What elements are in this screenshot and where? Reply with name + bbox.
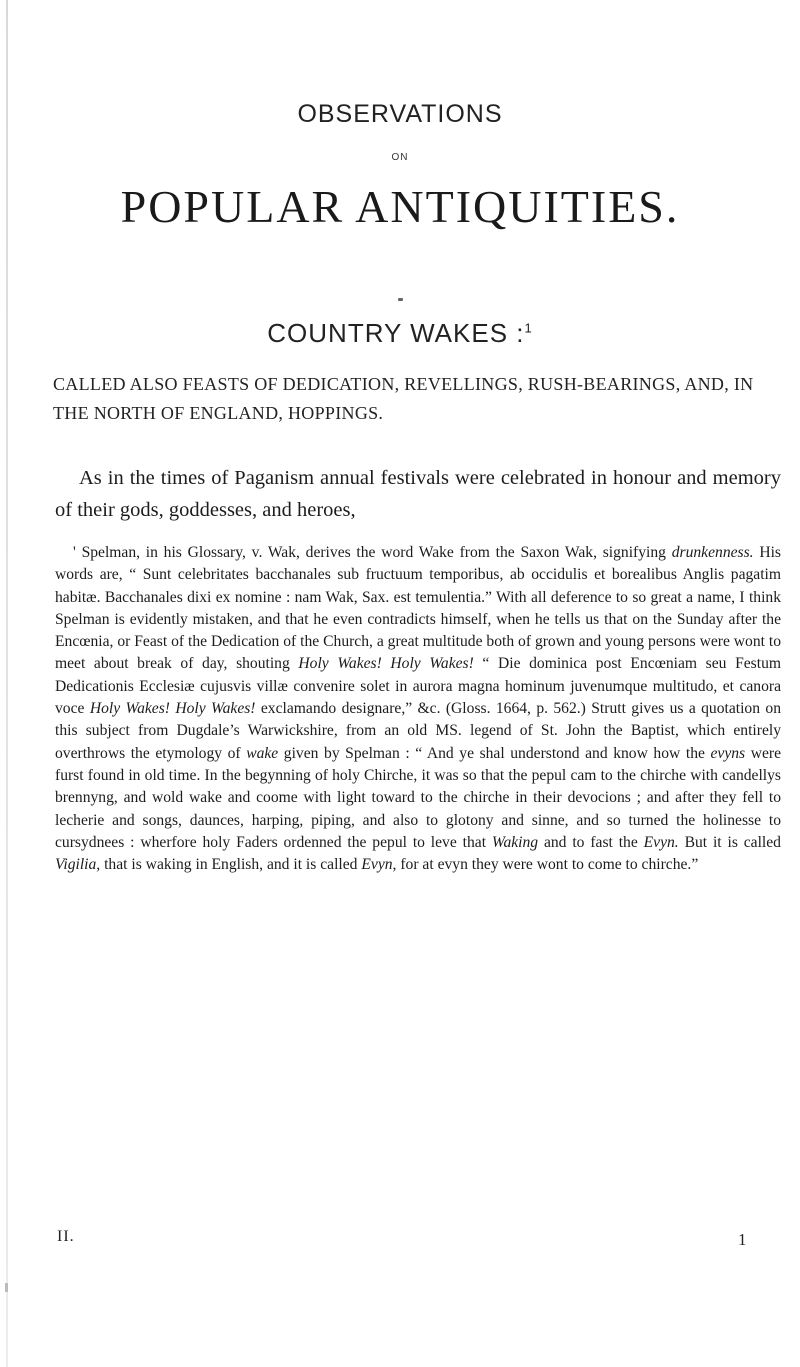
footnote-italic: Holy Wakes! Holy Wakes!	[89, 700, 256, 718]
section-title-text: COUNTRY WAKES :	[267, 318, 525, 348]
footnote-italic: wake	[246, 744, 279, 762]
footnote-text: and to fast the	[538, 833, 644, 851]
footnote-italic: evyns	[710, 744, 746, 762]
footnote-marker: '	[73, 544, 76, 561]
footnote-text: for at evyn they were wont to come to chirche.”	[396, 856, 699, 874]
footnote-text: exclamando designare,” &c. (Gloss. 1664, p. 562.) Strutt gives us a quotation on this subject from Dugdale’s Warwickshire, from an old MS. legend of St. John the Baptist, which entirely overthrows the etymology of	[55, 700, 781, 762]
title-popular-antiquities: POPULAR ANTIQUITIES.	[120, 181, 680, 232]
footnote-text: were furst found in old time. In the begynning of holy Chirche, it was so that the pepul cam to the chirche with candellys brennyng, and wold wake and coome with light toward to the chirche in their devocions ; and after they fell to lecherie and songs, daunces, harping, piping, and also to glotony and sinne, and so turned the holinesse to cursydnees : wherfore holy Faders ordenned the pepul to leve that	[55, 744, 781, 851]
footnote-text: that is waking in English, and it is called	[100, 856, 362, 874]
title-on: ON	[391, 152, 409, 163]
ornament-dot	[398, 298, 403, 301]
signature-mark: II.	[57, 1228, 75, 1245]
footnote-italic: drunkenness.	[671, 544, 754, 561]
body-paragraph: As in the times of Paganism annual festivals were celebrated in honour and memory of their gods, goddesses, and heroes,	[55, 467, 781, 521]
footnote-italic: Evyn,	[361, 856, 397, 874]
page-edge-mark	[5, 1283, 8, 1292]
footnote-text: given by Spelman : “ And ye shal understond and know how the	[278, 744, 711, 762]
footnote-ref: 1	[524, 320, 533, 336]
footnote-text: His words are, “ Sunt celebritates bacchanales sub fructuum temporibus, ab occidulis et borealibus Anglis pagatim habitæ. Bacchanales dixi ex nomine : nam Wak, Sax. est temulentia.” With all deference to so great a name, I think Spelman is evidently mistaken, and that he even contradicts himself, when he tells us that on the Sunday after the Encœnia, or Feast of the Dedication of the Church, a great multitude both of grown and young persons were wont to meet about break of day, shouting	[55, 544, 781, 673]
title-observations: OBSERVATIONS	[297, 100, 503, 128]
page-number: 1	[738, 1230, 747, 1249]
section-subtitle: CALLED ALSO FEASTS OF DEDICATION, REVELLINGS, RUSH-BEARINGS, AND, IN THE NORTH OF ENGLAND, HOPPINGS.	[53, 374, 754, 423]
footnote-italic: Holy Wakes! Holy Wakes!	[298, 655, 474, 673]
footnote	[55, 542, 781, 876]
section-title	[0, 318, 800, 349]
footnote-text: “ Die dominica post Encœniam seu Festum Dedicationis Ecclesiæ cujusvis villæ convenire solet in aurora magna hominum juvenumque multitudo, et canora voce	[55, 655, 781, 718]
footnote-text: But it is called	[678, 833, 781, 851]
footnote-text: Spelman, in his Glossary, v. Wak, derives the word Wake from the Saxon Wak, signifying	[81, 544, 672, 561]
footnote-italic: Evyn.	[643, 833, 679, 851]
footnote-italic: Vigilia,	[55, 856, 101, 874]
footnote-italic: Waking	[491, 833, 539, 851]
